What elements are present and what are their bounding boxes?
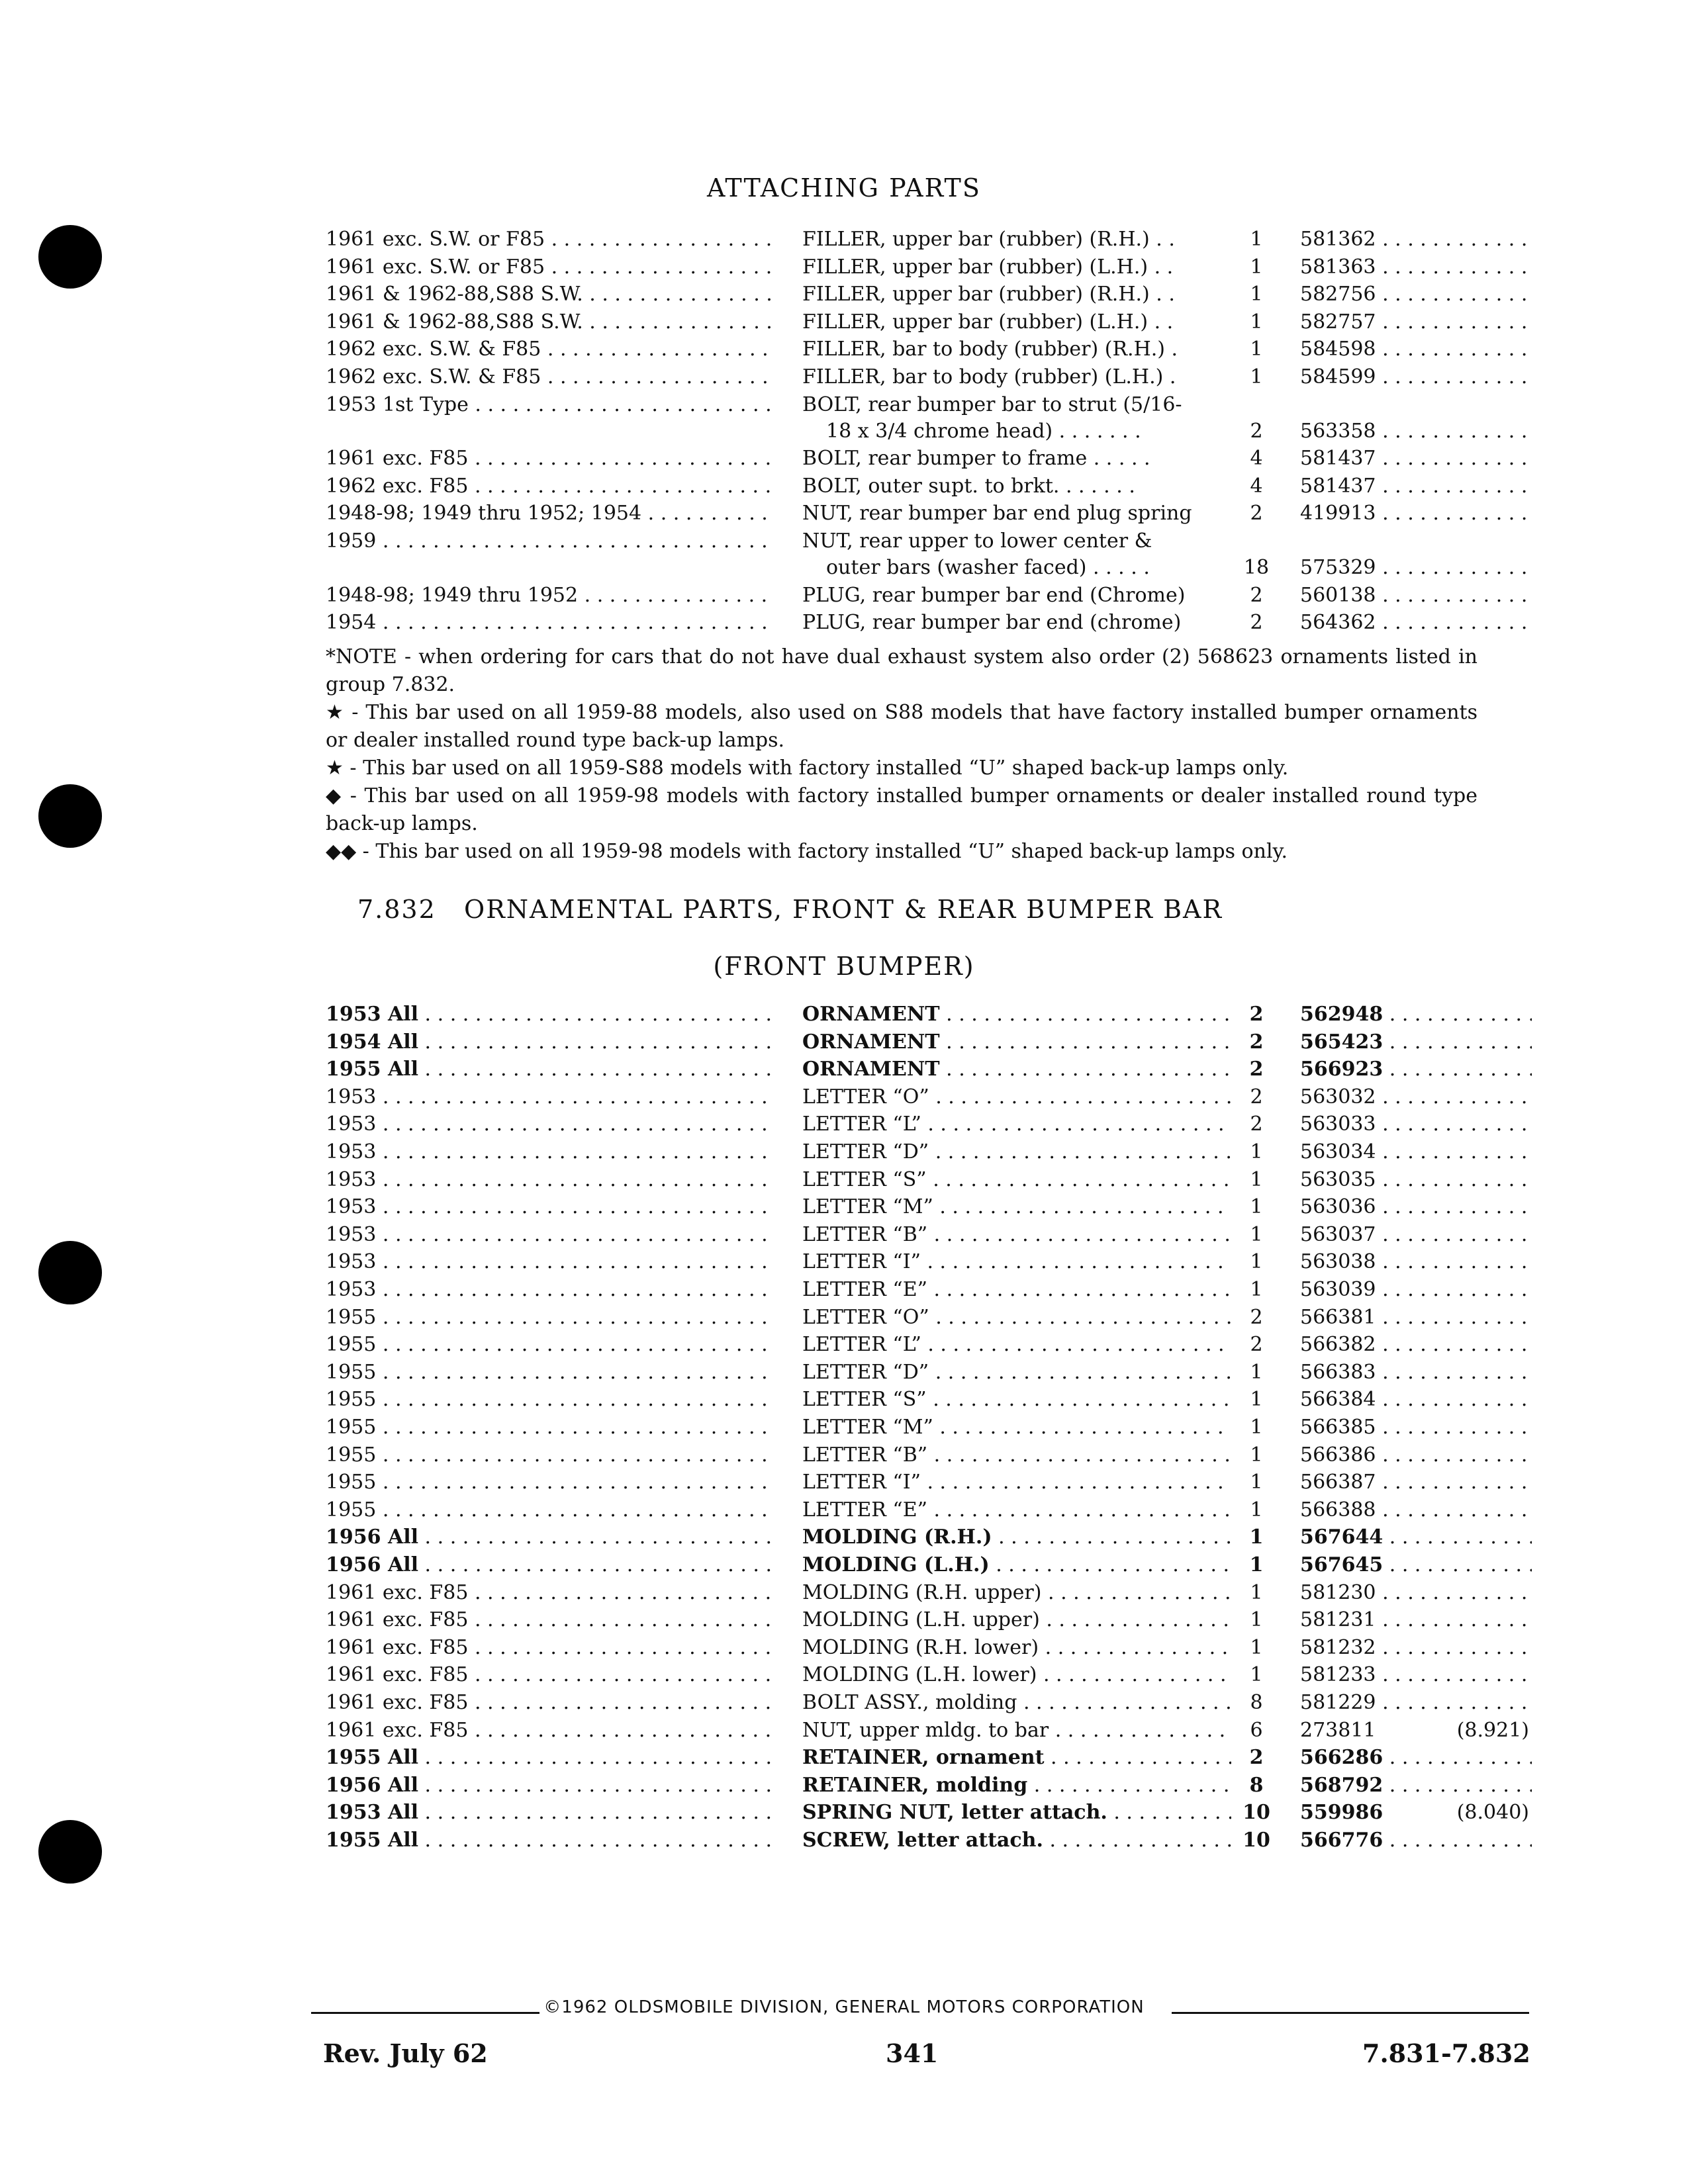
model-cell: 1953 All . . . bbox=[326, 1799, 774, 1826]
quantity-cell: 8 bbox=[1249, 1773, 1264, 1797]
parts-row bbox=[0, 610, 1688, 636]
parts-row bbox=[0, 1194, 1688, 1220]
part-number-cell: 563038 . . . bbox=[1300, 1249, 1532, 1275]
model-cell: 1962 exc. F85 . . . bbox=[326, 473, 774, 500]
model-cell: 1955 . . . bbox=[326, 1332, 774, 1358]
parts-row bbox=[0, 1717, 1688, 1744]
part-number-cell: 563032 . . . bbox=[1300, 1084, 1532, 1111]
description-line: LETTER “E” bbox=[802, 1498, 927, 1522]
parts-row bbox=[0, 1056, 1688, 1083]
part-number-cell: 563039 . . . bbox=[1300, 1277, 1532, 1303]
model-cell: 1955 All . . . bbox=[326, 1056, 774, 1083]
description-cell bbox=[802, 336, 1231, 363]
description-line: LETTER “I” bbox=[802, 1250, 921, 1274]
quantity-cell: 2 bbox=[1250, 1113, 1263, 1136]
description-line: ORNAMENT bbox=[802, 1030, 940, 1054]
part-number-cell: 566383 . . . bbox=[1300, 1359, 1532, 1386]
parts-row bbox=[0, 1387, 1688, 1413]
model-cell: 1953 . . . bbox=[326, 1111, 774, 1138]
model-cell: 1961 & 1962-88,S88 S.W. . . . bbox=[326, 281, 774, 308]
quantity-cell: 1 bbox=[1250, 228, 1263, 251]
model-cell: 1955 . . . bbox=[326, 1497, 774, 1524]
model-cell: 1955 . . . bbox=[326, 1359, 774, 1386]
quantity-cell: 1 bbox=[1250, 1443, 1263, 1467]
part-number-cell: 584598 . . . bbox=[1300, 336, 1532, 363]
description-line: FILLER, upper bar (rubber) (R.H.) . . bbox=[802, 228, 1175, 251]
parts-row bbox=[0, 582, 1688, 609]
description-line: BOLT, rear bumper bar to strut (5/16- bbox=[802, 392, 1182, 416]
description-cell bbox=[802, 1469, 1231, 1496]
model-cell: 1956 All . . . bbox=[326, 1524, 774, 1551]
parts-row bbox=[0, 473, 1688, 500]
quantity-cell: 1 bbox=[1250, 1580, 1263, 1604]
model-cell: 1953 . . . bbox=[326, 1167, 774, 1193]
parts-row bbox=[0, 226, 1688, 253]
quantity-cell: 18 bbox=[1243, 556, 1270, 579]
parts-row bbox=[0, 1662, 1688, 1688]
part-number-cell: 581231 . . . bbox=[1300, 1607, 1532, 1633]
description-line: MOLDING (L.H.) bbox=[802, 1553, 990, 1576]
footnote: ◆◆ - This bar used on all 1959-98 models with factory installed “U” shaped back-up lamps only. bbox=[326, 840, 1288, 863]
quantity-cell: 1 bbox=[1250, 1388, 1263, 1412]
part-number-cell: 581363 . . . bbox=[1300, 254, 1532, 281]
description-cell bbox=[802, 1662, 1231, 1688]
description-cell bbox=[802, 1111, 1231, 1138]
part-number-cell: 419913 . . . bbox=[1300, 500, 1532, 527]
description-cell bbox=[802, 1277, 1231, 1303]
model-cell: 1961 exc. F85 . . . bbox=[326, 1607, 774, 1633]
description-line: FILLER, bar to body (rubber) (R.H.) . bbox=[802, 338, 1178, 361]
description-cell bbox=[802, 582, 1231, 609]
parts-row bbox=[0, 1029, 1688, 1056]
parts-row bbox=[0, 1745, 1688, 1771]
description-cell bbox=[802, 1167, 1231, 1193]
part-number-cell: 566385 . . . bbox=[1300, 1414, 1532, 1441]
quantity-cell: 1 bbox=[1250, 1471, 1263, 1494]
description-cell bbox=[802, 392, 1231, 445]
part-number-cell: 560138 . . . bbox=[1300, 582, 1532, 609]
quantity-cell: 1 bbox=[1250, 1167, 1263, 1191]
description-line-2: outer bars (washer faced) . . . . . bbox=[826, 556, 1150, 579]
description-cell bbox=[802, 364, 1231, 390]
description-cell bbox=[802, 1799, 1231, 1826]
quantity-cell: 1 bbox=[1250, 1250, 1263, 1274]
description-cell bbox=[802, 1194, 1231, 1220]
part-number-cell: 566387 . . . bbox=[1300, 1469, 1532, 1496]
description-line: LETTER “M” bbox=[802, 1195, 933, 1219]
model-cell: 1961 exc. F85 . . . bbox=[326, 1635, 774, 1661]
model-cell: 1956 All . . . bbox=[326, 1772, 774, 1799]
description-cell bbox=[802, 1552, 1231, 1578]
description-cell bbox=[802, 1827, 1231, 1854]
part-number-cell: 273811 bbox=[1300, 1718, 1376, 1742]
parts-row bbox=[0, 1580, 1688, 1606]
model-cell: 1962 exc. S.W. & F85 . . . bbox=[326, 364, 774, 390]
quantity-cell: 1 bbox=[1250, 1608, 1263, 1632]
parts-row bbox=[0, 500, 1688, 527]
footnote: ◆ - This bar used on all 1959-98 models with factory installed bumper ornaments or dealer installed round type back-up lamps. bbox=[326, 784, 1477, 835]
description-line: LETTER “I” bbox=[802, 1471, 921, 1494]
description-line: BOLT ASSY., molding bbox=[802, 1691, 1017, 1714]
parts-row bbox=[0, 1249, 1688, 1275]
parts-row bbox=[0, 1139, 1688, 1165]
attaching-parts-heading: ATTACHING PARTS bbox=[707, 173, 981, 203]
part-number-cell: 563358 . . . bbox=[1300, 418, 1532, 445]
model-cell: 1956 All . . . bbox=[326, 1552, 774, 1578]
description-line: SCREW, letter attach. bbox=[802, 1829, 1043, 1852]
parts-row bbox=[0, 528, 1688, 581]
parts-row bbox=[0, 1524, 1688, 1551]
part-number-cell: 581437 . . . bbox=[1300, 473, 1532, 500]
part-number-cell: 566286 . . . bbox=[1300, 1745, 1532, 1771]
description-line: LETTER “O” bbox=[802, 1305, 929, 1329]
part-number-cell: 564362 . . . bbox=[1300, 610, 1532, 636]
parts-row bbox=[0, 1497, 1688, 1524]
model-cell: 1955 All . . . bbox=[326, 1827, 774, 1854]
model-cell: 1961 & 1962-88,S88 S.W. . . . bbox=[326, 309, 774, 336]
description-cell bbox=[802, 500, 1231, 527]
parts-row bbox=[0, 1001, 1688, 1028]
description-cell bbox=[802, 1414, 1231, 1441]
description-line: PLUG, rear bumper bar end (Chrome) bbox=[802, 583, 1186, 607]
model-cell: 1953 All . . . bbox=[326, 1001, 774, 1028]
description-cell bbox=[802, 1635, 1231, 1661]
description-line: RETAINER, ornament bbox=[802, 1746, 1045, 1770]
quantity-cell: 1 bbox=[1250, 283, 1263, 306]
part-number-cell: 581362 . . . bbox=[1300, 226, 1532, 253]
parts-row bbox=[0, 281, 1688, 308]
part-number-cell: 581230 . . . bbox=[1300, 1580, 1532, 1606]
description-cell bbox=[802, 1442, 1231, 1469]
parts-row bbox=[0, 1690, 1688, 1716]
footnote: *NOTE - when ordering for cars that do not have dual exhaust system also order (2) 568623 ornaments listed in group 7.832. bbox=[326, 645, 1477, 696]
quantity-cell: 1 bbox=[1250, 1278, 1263, 1301]
description-cell bbox=[802, 1084, 1231, 1111]
part-number-cell: 566776 . . . bbox=[1300, 1827, 1532, 1854]
model-cell: 1953 1st Type . . . bbox=[326, 392, 774, 418]
description-cell bbox=[802, 1387, 1231, 1413]
description-cell bbox=[802, 1249, 1231, 1275]
description-cell bbox=[802, 254, 1231, 281]
description-line: LETTER “O” bbox=[802, 1085, 929, 1109]
description-cell bbox=[802, 1304, 1231, 1331]
description-cell bbox=[802, 445, 1231, 472]
description-line: RETAINER, molding bbox=[802, 1773, 1028, 1797]
quantity-cell: 10 bbox=[1243, 1801, 1270, 1825]
part-number-cell: 582756 . . . bbox=[1300, 281, 1532, 308]
quantity-cell: 1 bbox=[1250, 310, 1263, 334]
model-cell: 1953 . . . bbox=[326, 1222, 774, 1248]
description-cell bbox=[802, 1001, 1231, 1028]
quantity-cell: 2 bbox=[1249, 1030, 1264, 1054]
model-cell: 1953 . . . bbox=[326, 1277, 774, 1303]
model-cell: 1961 exc. F85 . . . bbox=[326, 1690, 774, 1716]
quantity-cell: 1 bbox=[1250, 255, 1263, 279]
description-line: PLUG, rear bumper bar end (chrome) bbox=[802, 611, 1182, 635]
model-cell: 1955 . . . bbox=[326, 1442, 774, 1469]
description-cell bbox=[802, 1029, 1231, 1056]
part-number-cell: 566923 . . . bbox=[1300, 1056, 1532, 1083]
binder-hole bbox=[38, 784, 102, 848]
quantity-cell: 1 bbox=[1249, 1553, 1264, 1576]
parts-row bbox=[0, 1332, 1688, 1358]
description-line: LETTER “B” bbox=[802, 1443, 928, 1467]
description-cell bbox=[802, 1524, 1231, 1551]
description-line: MOLDING (R.H. upper) bbox=[802, 1580, 1042, 1604]
revision-date: Rev. July 62 bbox=[323, 2038, 488, 2068]
parts-row bbox=[0, 445, 1688, 472]
parts-row bbox=[0, 364, 1688, 390]
description-cell bbox=[802, 610, 1231, 636]
description-line: MOLDING (L.H. upper) bbox=[802, 1608, 1040, 1632]
part-number-cell: 563033 . . . bbox=[1300, 1111, 1532, 1138]
description-cell bbox=[802, 1497, 1231, 1524]
description-cell bbox=[802, 473, 1231, 500]
group-reference-cell: (8.040) bbox=[1456, 1801, 1529, 1825]
part-number-cell: 568792 . . . bbox=[1300, 1772, 1532, 1799]
description-line: MOLDING (R.H.) bbox=[802, 1525, 992, 1549]
model-cell: 1953 . . . bbox=[326, 1194, 774, 1220]
quantity-cell: 2 bbox=[1250, 419, 1263, 443]
model-cell: 1961 exc. S.W. or F85 . . . bbox=[326, 254, 774, 281]
quantity-cell: 2 bbox=[1249, 1058, 1264, 1081]
footnote: ★ - This bar used on all 1959-S88 models with factory installed “U” shaped back-up lamps only. bbox=[326, 756, 1289, 780]
part-number-cell: 563035 . . . bbox=[1300, 1167, 1532, 1193]
model-cell: 1954 All . . . bbox=[326, 1029, 774, 1056]
parts-row bbox=[0, 309, 1688, 336]
quantity-cell: 2 bbox=[1249, 1746, 1264, 1770]
model-cell: 1961 exc. F85 . . . bbox=[326, 1580, 774, 1606]
quantity-cell: 1 bbox=[1250, 338, 1263, 361]
quantity-cell: 1 bbox=[1250, 365, 1263, 388]
section-heading bbox=[357, 895, 1223, 924]
quantity-cell: 4 bbox=[1250, 447, 1263, 471]
part-number-cell: 575329 . . . bbox=[1300, 555, 1532, 581]
parts-row bbox=[0, 1827, 1688, 1854]
quantity-cell: 2 bbox=[1250, 611, 1263, 635]
description-cell bbox=[802, 528, 1231, 581]
part-number-cell: 566386 . . . bbox=[1300, 1442, 1532, 1469]
parts-row bbox=[0, 1111, 1688, 1138]
description-cell bbox=[802, 1332, 1231, 1358]
quantity-cell: 2 bbox=[1250, 1305, 1263, 1329]
parts-row bbox=[0, 392, 1688, 445]
description-line: FILLER, upper bar (rubber) (L.H.) . . bbox=[802, 255, 1174, 279]
quantity-cell: 1 bbox=[1249, 1525, 1264, 1549]
quantity-cell: 2 bbox=[1250, 583, 1263, 607]
quantity-cell: 10 bbox=[1243, 1829, 1270, 1852]
description-cell bbox=[802, 1359, 1231, 1386]
part-number-cell: 566382 . . . bbox=[1300, 1332, 1532, 1358]
model-cell: 1955 . . . bbox=[326, 1304, 774, 1331]
page-number: 341 bbox=[886, 2038, 939, 2068]
description-line: ORNAMENT bbox=[802, 1003, 940, 1026]
part-number-cell: 581233 . . . bbox=[1300, 1662, 1532, 1688]
quantity-cell: 2 bbox=[1250, 1085, 1263, 1109]
part-number-cell: 582757 . . . bbox=[1300, 309, 1532, 336]
model-cell: 1959 . . . bbox=[326, 528, 774, 555]
description-line: LETTER “E” bbox=[802, 1278, 927, 1301]
quantity-cell: 2 bbox=[1250, 1333, 1263, 1357]
parts-row bbox=[0, 254, 1688, 281]
copyright-line: ©1962 OLDSMOBILE DIVISION, GENERAL MOTORS CORPORATION bbox=[0, 1997, 1688, 2017]
quantity-cell: 1 bbox=[1250, 1360, 1263, 1384]
description-line: LETTER “S” bbox=[802, 1167, 927, 1191]
model-cell: 1948-98; 1949 thru 1952 . . . bbox=[326, 582, 774, 609]
parts-row bbox=[0, 1277, 1688, 1303]
part-number-cell: 563034 . . . bbox=[1300, 1139, 1532, 1165]
quantity-cell: 1 bbox=[1250, 1416, 1263, 1439]
description-line: NUT, rear upper to lower center & bbox=[802, 529, 1152, 553]
description-line: MOLDING (R.H. lower) bbox=[802, 1635, 1039, 1659]
model-cell: 1962 exc. S.W. & F85 . . . bbox=[326, 336, 774, 363]
notes-block bbox=[326, 643, 1477, 866]
description-cell bbox=[802, 1580, 1231, 1606]
model-cell: 1953 . . . bbox=[326, 1139, 774, 1165]
quantity-cell: 1 bbox=[1250, 1222, 1263, 1246]
quantity-cell: 8 bbox=[1250, 1691, 1263, 1714]
parts-row bbox=[0, 1635, 1688, 1661]
description-cell bbox=[802, 1607, 1231, 1633]
description-line: NUT, rear bumper bar end plug spring bbox=[802, 502, 1192, 525]
description-line: FILLER, bar to body (rubber) (L.H.) . bbox=[802, 365, 1176, 388]
description-line: LETTER “B” bbox=[802, 1222, 928, 1246]
quantity-cell: 1 bbox=[1250, 1140, 1263, 1163]
parts-row bbox=[0, 1442, 1688, 1469]
description-line: LETTER “D” bbox=[802, 1140, 929, 1163]
description-cell bbox=[802, 281, 1231, 308]
description-line: LETTER “S” bbox=[802, 1388, 927, 1412]
model-cell: 1955 . . . bbox=[326, 1387, 774, 1413]
parts-row bbox=[0, 1084, 1688, 1111]
description-line: LETTER “D” bbox=[802, 1360, 929, 1384]
parts-row bbox=[0, 1772, 1688, 1799]
description-line: FILLER, upper bar (rubber) (L.H.) . . bbox=[802, 310, 1174, 334]
part-number-cell: 581229 . . . bbox=[1300, 1690, 1532, 1716]
parts-row bbox=[0, 1469, 1688, 1496]
quantity-cell: 1 bbox=[1250, 1195, 1263, 1219]
section-subtitle: (FRONT BUMPER) bbox=[713, 952, 975, 981]
quantity-cell: 1 bbox=[1250, 1635, 1263, 1659]
quantity-cell: 1 bbox=[1250, 1498, 1263, 1522]
quantity-cell: 2 bbox=[1249, 1003, 1264, 1026]
quantity-cell: 6 bbox=[1250, 1718, 1263, 1742]
description-cell bbox=[802, 1056, 1231, 1083]
model-cell: 1948-98; 1949 thru 1952; 1954 . . . bbox=[326, 500, 774, 527]
description-cell bbox=[802, 226, 1231, 253]
model-cell: 1955 . . . bbox=[326, 1414, 774, 1441]
footnote: ★ - This bar used on all 1959-88 models, also used on S88 models that have factory installed bumper ornaments or dealer installed round type back-up lamps. bbox=[326, 701, 1477, 752]
group-range: 7.831-7.832 bbox=[1362, 2038, 1530, 2068]
description-line: NUT, upper mldg. to bar bbox=[802, 1718, 1049, 1742]
part-number-cell: 581232 . . . bbox=[1300, 1635, 1532, 1661]
part-number-cell: 562948 . . . bbox=[1300, 1001, 1532, 1028]
description-line: ORNAMENT bbox=[802, 1058, 940, 1081]
description-cell bbox=[802, 1690, 1231, 1716]
model-cell: 1961 exc. S.W. or F85 . . . bbox=[326, 226, 774, 253]
parts-row bbox=[0, 1607, 1688, 1633]
description-line: LETTER “L” bbox=[802, 1333, 921, 1357]
model-cell: 1953 . . . bbox=[326, 1084, 774, 1111]
parts-row bbox=[0, 1359, 1688, 1386]
description-line: MOLDING (L.H. lower) bbox=[802, 1663, 1037, 1687]
parts-row bbox=[0, 1167, 1688, 1193]
parts-row bbox=[0, 1222, 1688, 1248]
description-line: SPRING NUT, letter attach. bbox=[802, 1801, 1107, 1825]
description-line: LETTER “L” bbox=[802, 1113, 921, 1136]
quantity-cell: 4 bbox=[1250, 474, 1263, 498]
parts-row bbox=[0, 336, 1688, 363]
model-cell: 1961 exc. F85 . . . bbox=[326, 445, 774, 472]
parts-row bbox=[0, 1552, 1688, 1578]
description-line: FILLER, upper bar (rubber) (R.H.) . . bbox=[802, 283, 1175, 306]
parts-row bbox=[0, 1799, 1688, 1826]
part-number-cell: 566384 . . . bbox=[1300, 1387, 1532, 1413]
section-title: ORNAMENTAL PARTS, FRONT & REAR BUMPER BAR bbox=[464, 895, 1223, 924]
description-cell bbox=[802, 1745, 1231, 1771]
description-cell bbox=[802, 1139, 1231, 1165]
description-cell bbox=[802, 1772, 1231, 1799]
description-line: LETTER “M” bbox=[802, 1416, 933, 1439]
model-cell: 1961 exc. F85 . . . bbox=[326, 1717, 774, 1744]
part-number-cell: 566381 . . . bbox=[1300, 1304, 1532, 1331]
model-cell: 1955 . . . bbox=[326, 1469, 774, 1496]
part-number-cell: 566388 . . . bbox=[1300, 1497, 1532, 1524]
part-number-cell: 559986 bbox=[1300, 1801, 1383, 1825]
description-line: BOLT, rear bumper to frame . . . . . bbox=[802, 447, 1150, 471]
description-cell bbox=[802, 1717, 1231, 1744]
part-number-cell: 563037 . . . bbox=[1300, 1222, 1532, 1248]
quantity-cell: 1 bbox=[1250, 1663, 1263, 1687]
description-cell bbox=[802, 1222, 1231, 1248]
model-cell: 1953 . . . bbox=[326, 1249, 774, 1275]
model-cell: 1961 exc. F85 . . . bbox=[326, 1662, 774, 1688]
part-number-cell: 584599 . . . bbox=[1300, 364, 1532, 390]
model-cell: 1954 . . . bbox=[326, 610, 774, 636]
part-number-cell: 581437 . . . bbox=[1300, 445, 1532, 472]
group-reference-cell: (8.921) bbox=[1456, 1718, 1529, 1742]
part-number-cell: 567644 . . . bbox=[1300, 1524, 1532, 1551]
description-cell bbox=[802, 309, 1231, 336]
part-number-cell: 563036 . . . bbox=[1300, 1194, 1532, 1220]
parts-row bbox=[0, 1414, 1688, 1441]
description-line-2: 18 x 3/4 chrome head) . . . . . . . bbox=[826, 419, 1141, 443]
description-line: BOLT, outer supt. to brkt. . . . . . . bbox=[802, 474, 1135, 498]
quantity-cell: 2 bbox=[1250, 502, 1263, 525]
parts-row bbox=[0, 1304, 1688, 1331]
section-number: 7.832 bbox=[357, 895, 436, 924]
part-number-cell: 565423 . . . bbox=[1300, 1029, 1532, 1056]
model-cell: 1955 All . . . bbox=[326, 1745, 774, 1771]
part-number-cell: 567645 . . . bbox=[1300, 1552, 1532, 1578]
